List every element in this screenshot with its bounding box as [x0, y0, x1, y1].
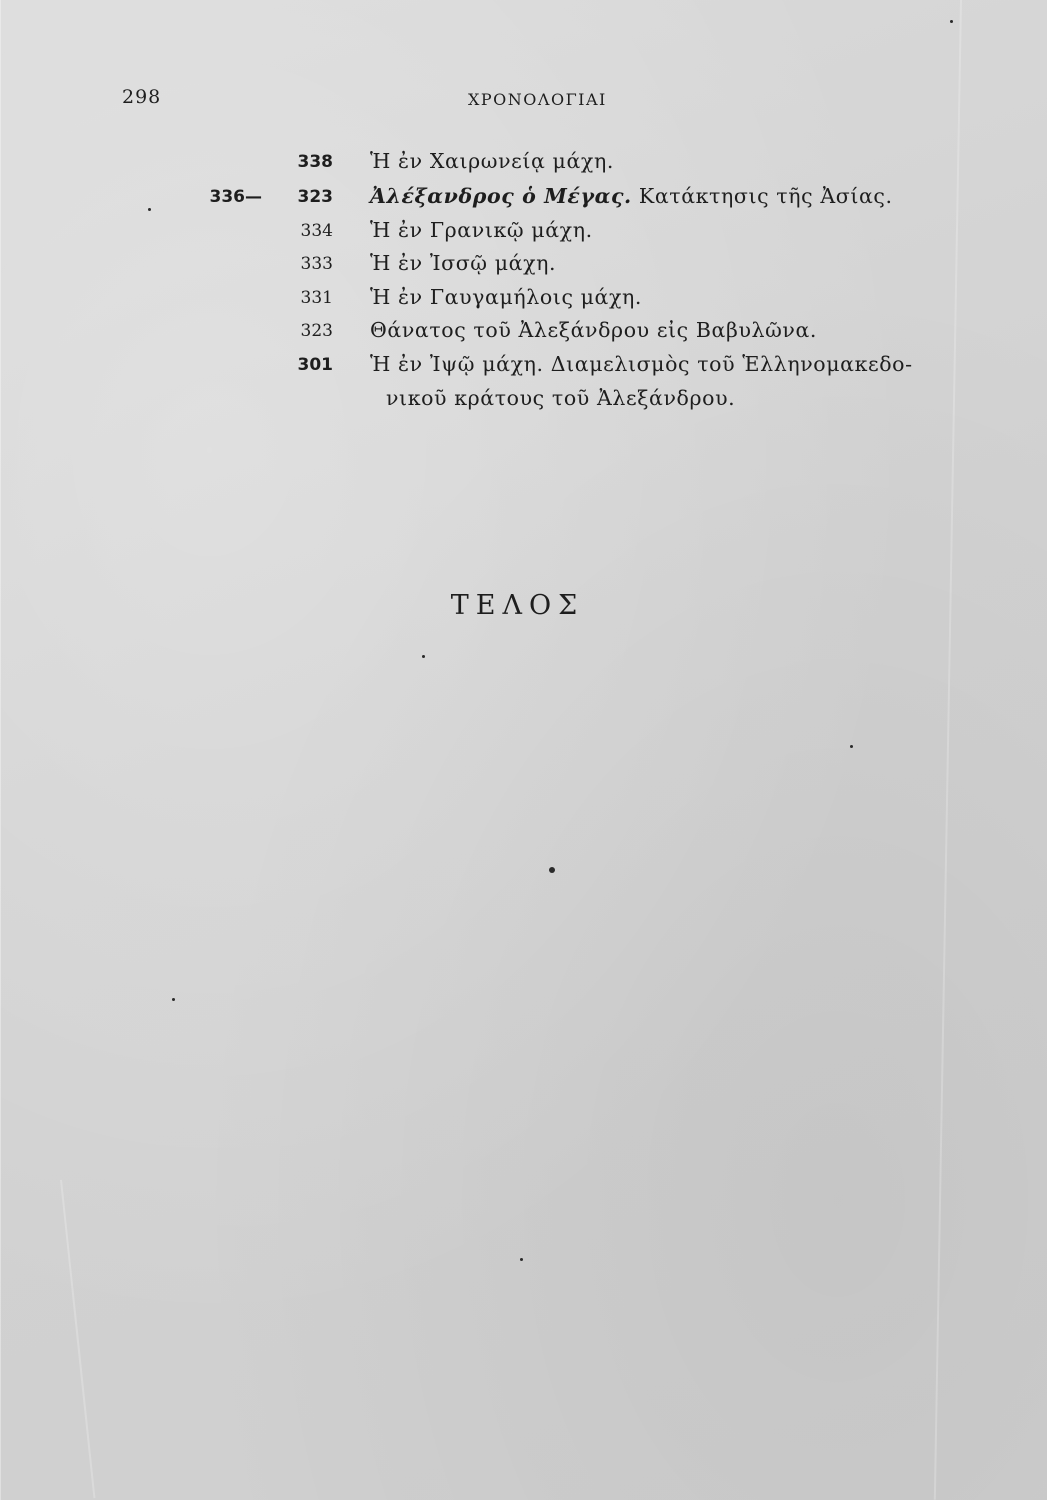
entry-date: 323 [297, 187, 333, 207]
entry-event [370, 285, 642, 309]
chronology-entry [0, 149, 1047, 182]
entry-date: 301 [297, 355, 333, 375]
entry-event-text: Κατάκτησις τῆς Ἀσίας. [631, 184, 893, 208]
entry-event-text: Ἡ ἐν Ἰσσῷ μάχη. [370, 251, 557, 275]
chronology-entry [0, 251, 1047, 284]
entry-event-continuation: νικοῦ κράτους τοῦ Ἀλεξάνδρου. [386, 386, 736, 410]
chronology-entry [0, 218, 1047, 251]
entry-event-text: Ἡ ἐν Γρανικῷ μάχη. [370, 218, 593, 242]
ink-speck [422, 655, 425, 658]
entry-event [370, 184, 893, 208]
entry-date: 331 [300, 288, 333, 308]
entry-start-date: 336— [209, 187, 262, 207]
entry-event [370, 149, 614, 173]
entry-event-emphasis: Ἀλέξανδρος ὁ Μέγας. [370, 184, 632, 208]
entry-date: 333 [300, 254, 333, 274]
page-number: 298 [122, 86, 162, 108]
entry-event [370, 251, 556, 275]
running-title: ΧΡΟΝΟΛΟΓΙΑΙ [468, 90, 607, 109]
ink-speck [850, 745, 853, 748]
chronology-entry [0, 184, 1047, 217]
ink-speck [549, 867, 555, 873]
entry-date: 323 [300, 321, 333, 341]
chronology-entry [0, 318, 1047, 351]
entry-event [370, 318, 817, 342]
entry-event-text: Ἡ ἐν Χαιρωνείᾳ μάχη. [370, 149, 614, 173]
paper-crease [60, 1180, 95, 1498]
entry-date: 338 [297, 152, 333, 172]
entry-event-text: Θάνατος τοῦ Ἀλεξάνδρου εἰς Βαβυλῶνα. [370, 318, 818, 342]
chronology-entry [0, 285, 1047, 318]
chronology-entry [0, 352, 1047, 385]
ink-speck [950, 20, 953, 23]
end-marker: ΤΕΛΟΣ [450, 590, 585, 621]
ink-speck [172, 998, 175, 1001]
entry-event [370, 218, 593, 242]
ink-speck [148, 208, 151, 211]
entry-event-text: Ἡ ἐν Γαυγαμήλοις μάχη. [370, 285, 643, 309]
entry-event-text: Ἡ ἐν Ἰψῷ μάχη. Διαμελισμὸς τοῦ Ἑλληνομακεδο- [370, 352, 913, 376]
entry-event [370, 352, 913, 376]
entry-date: 334 [300, 221, 333, 241]
ink-speck [520, 1258, 523, 1261]
